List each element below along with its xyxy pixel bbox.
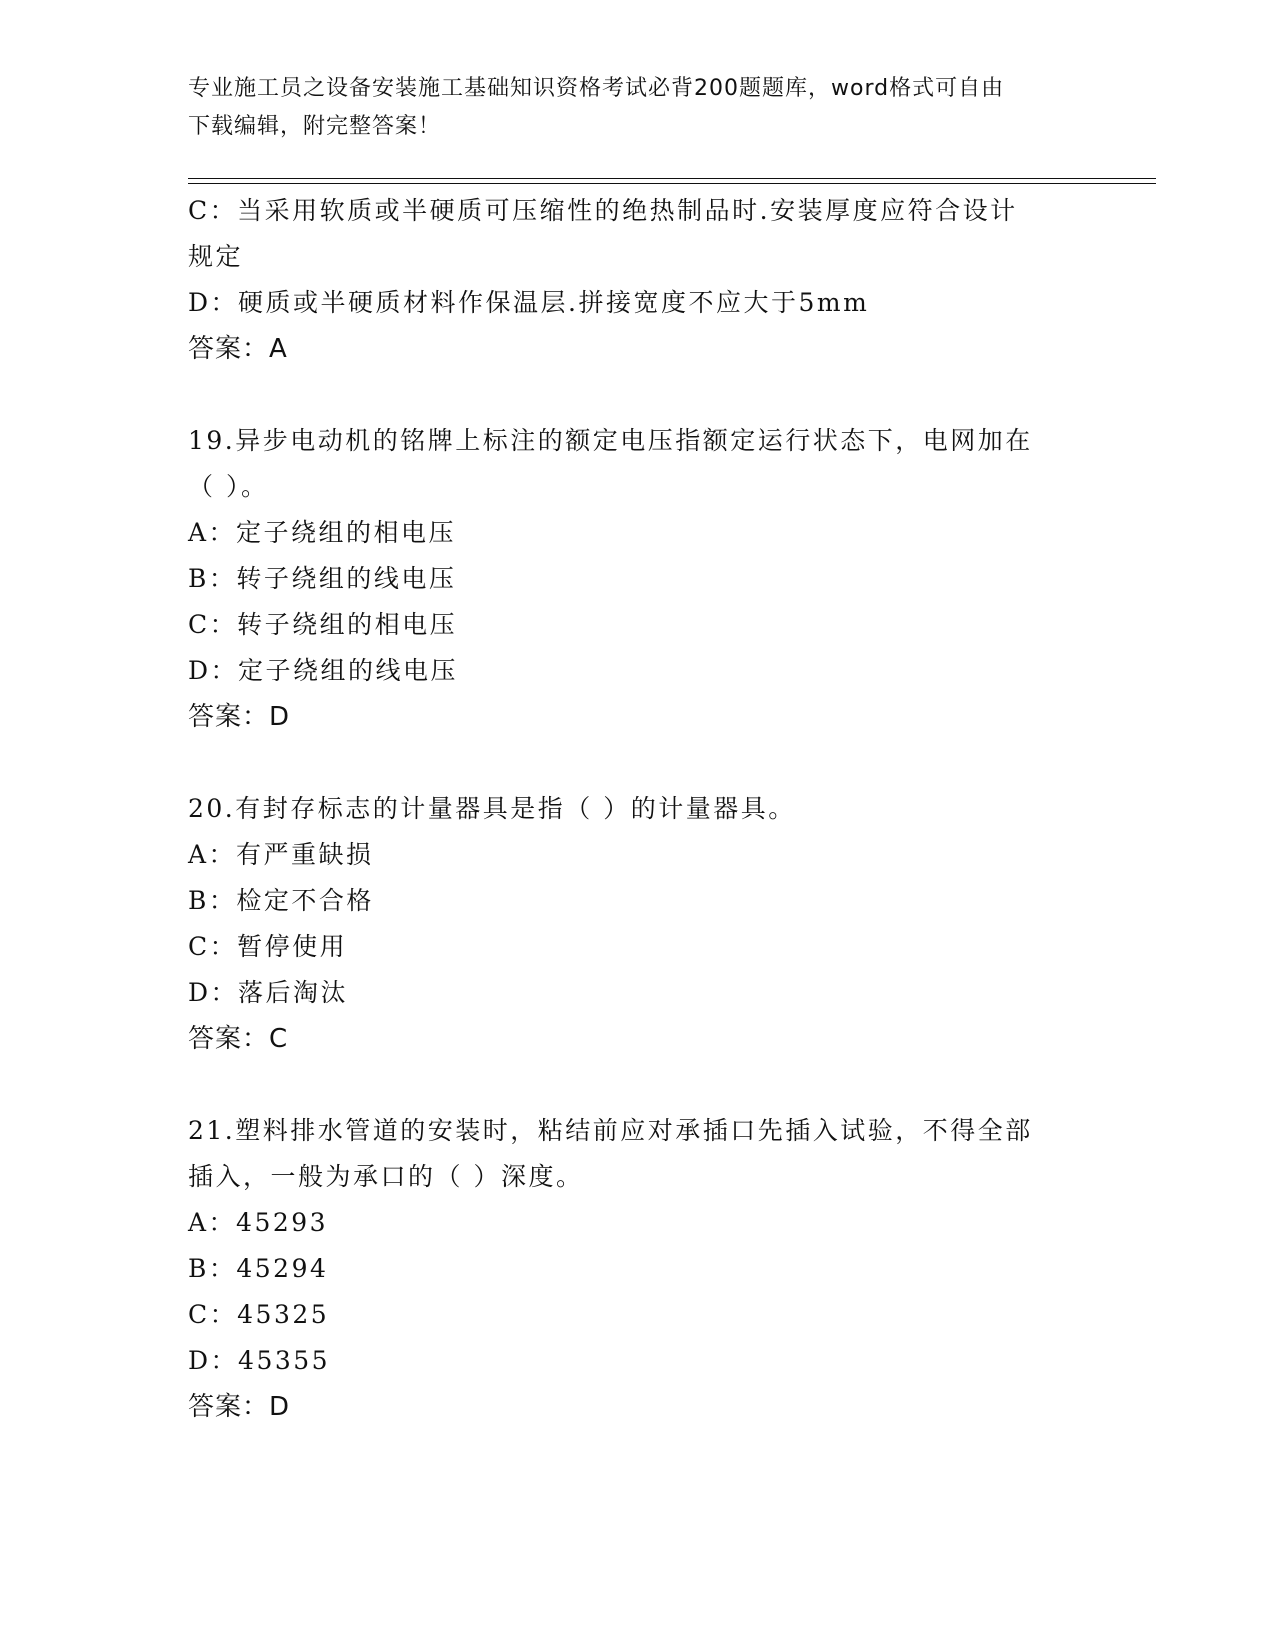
answer-line: 答案：C <box>188 1024 289 1054</box>
option-c: C：暂停使用 <box>188 932 348 961</box>
question-21 <box>188 1108 1088 1430</box>
option-b: B：转子绕组的线电压 <box>188 564 457 593</box>
question-20 <box>188 786 1088 1062</box>
option-a: A：45293 <box>188 1208 329 1237</box>
option-d: D：落后淘汰 <box>188 978 349 1007</box>
question-stem: 21.塑料排水管道的安装时，粘结前应对承插口先插入试验，不得全部 <box>188 1116 1033 1145</box>
question-stem-continuation: （ ）。 <box>188 472 269 501</box>
option-b: B：45294 <box>188 1254 329 1283</box>
header-line-2: 下载编辑，附完整答案！ <box>188 114 442 139</box>
option-b: B：检定不合格 <box>188 886 374 915</box>
question-list <box>188 188 1088 1430</box>
header-line-1: 专业施工员之设备安装施工基础知识资格考试必背200题题库，word格式可自由 <box>188 76 1005 101</box>
question-stem: 20.有封存标志的计量器具是指（ ）的计量器具。 <box>188 794 796 823</box>
header-rule-top <box>188 178 1156 179</box>
header-rule-bottom <box>188 183 1156 184</box>
option-d: D：定子绕组的线电压 <box>188 656 459 685</box>
option-c: C：45325 <box>188 1300 330 1329</box>
option-d: D：硬质或半硬质材料作保温层.拼接宽度不应大于5mm <box>188 288 870 317</box>
answer-line: 答案：D <box>188 702 291 732</box>
question-stem-continuation: 插入，一般为承口的（ ）深度。 <box>188 1162 584 1191</box>
option-d: D：45355 <box>188 1346 331 1375</box>
option-a: A：定子绕组的相电压 <box>188 518 457 547</box>
spacer <box>188 740 1088 786</box>
spacer <box>188 372 1088 418</box>
question-19 <box>188 418 1088 740</box>
previous-question-fragment <box>188 188 1088 372</box>
question-stem: 19.异步电动机的铭牌上标注的额定电压指额定运行状态下，电网加在 <box>188 426 1033 455</box>
option-c: C：转子绕组的相电压 <box>188 610 458 639</box>
spacer <box>188 1062 1088 1108</box>
answer-line: 答案：D <box>188 1392 291 1422</box>
option-c-continuation: 规定 <box>188 242 244 271</box>
option-a: A：有严重缺损 <box>188 840 374 869</box>
option-c: C：当采用软质或半硬质可压缩性的绝热制品时.安装厚度应符合设计 <box>188 196 1018 225</box>
document-header <box>188 70 1068 146</box>
answer-line: 答案：A <box>188 334 288 364</box>
